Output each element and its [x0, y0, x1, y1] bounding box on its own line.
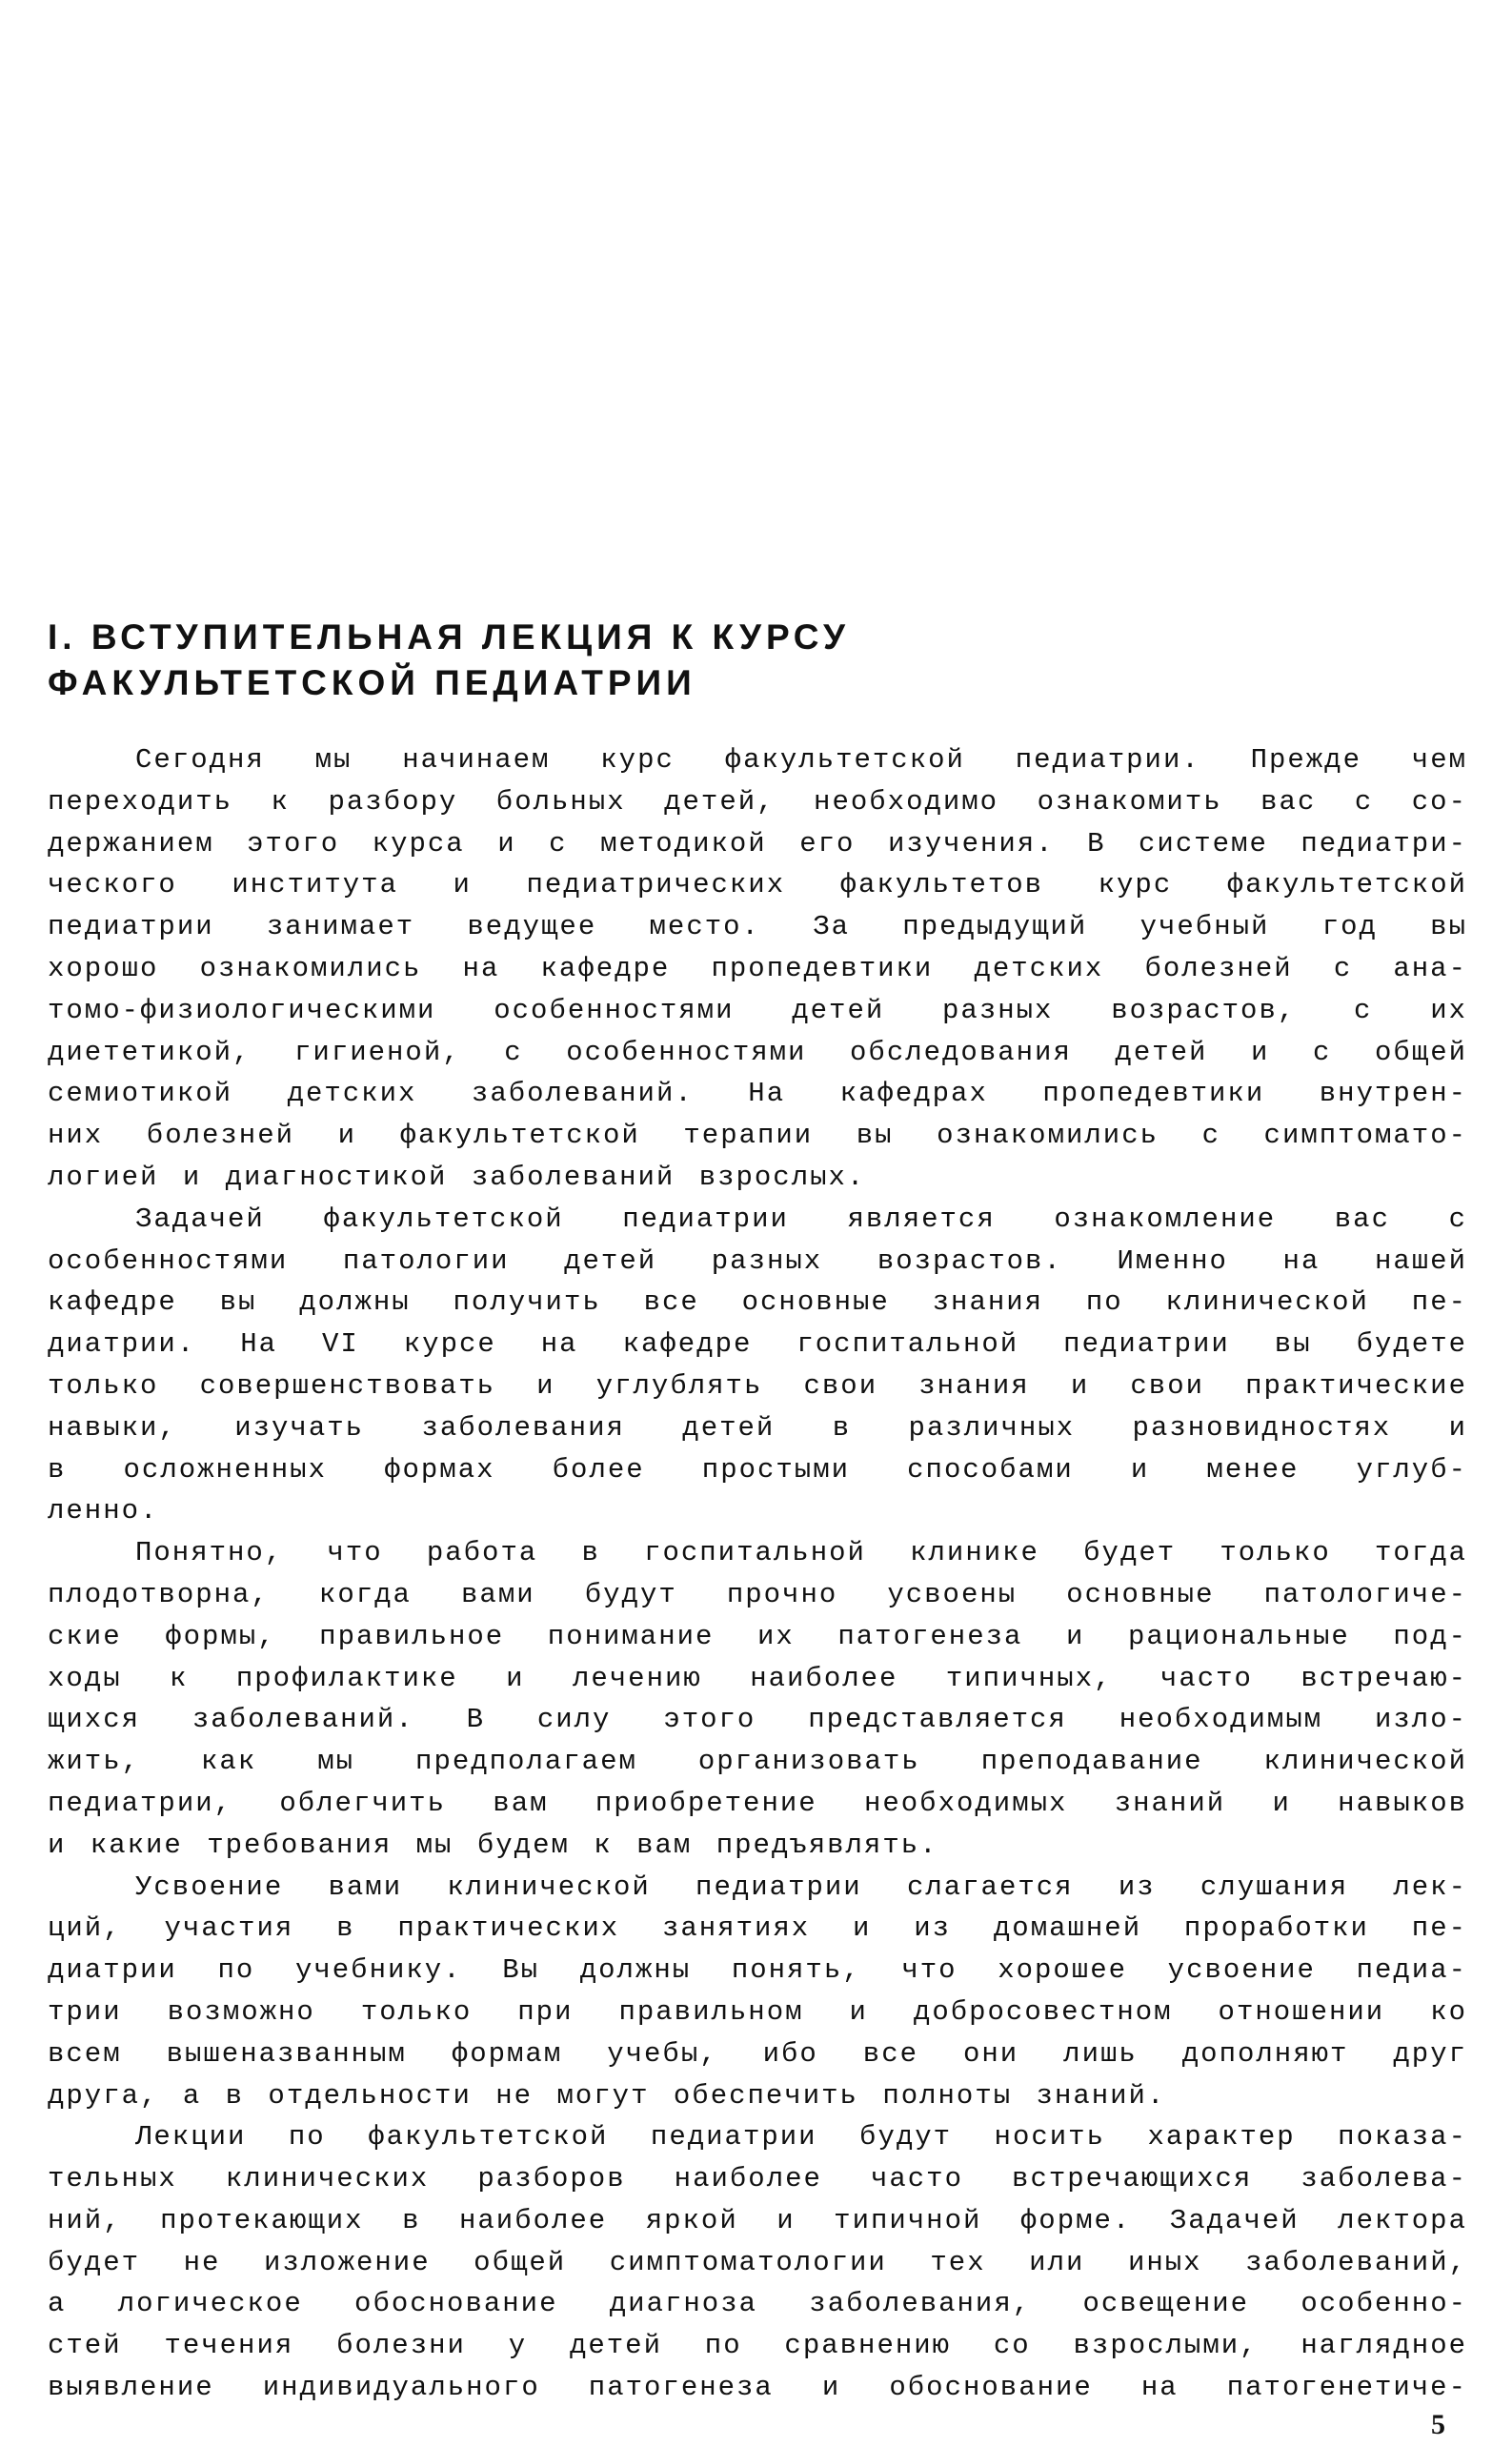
- text-line: педиатрии занимает ведущее место. За предыдущий учебный год вы: [48, 911, 1467, 943]
- text-line: Лекции по факультетской педиатрии будут носить характер показа-: [135, 2121, 1467, 2154]
- text-line: а логическое обоснование диагноза заболевания, освещение особенно-: [48, 2288, 1467, 2320]
- text-line: всем вышеназванным формам учебы, ибо все они лишь дополняют друг: [48, 2037, 1467, 2070]
- paragraph: [48, 1867, 1467, 2117]
- text-line: семиотикой детских заболеваний. На кафедрах пропедевтики внутрен-: [48, 1078, 1467, 1110]
- text-line: диатрии. На VI курсе на кафедре госпитальной педиатрии вы будете: [48, 1328, 1467, 1361]
- text-line: них болезней и факультетской терапии вы ознакомились с симптомато-: [48, 1120, 1467, 1152]
- chapter-heading-line: I. ВСТУПИТЕЛЬНАЯ ЛЕКЦИЯ К КУРСУ: [48, 617, 851, 657]
- text-line: логией и диагностикой заболеваний взрослых.: [48, 1161, 866, 1193]
- text-line: трии возможно только при правильном и добросовестном отношении ко: [48, 1995, 1467, 2028]
- text-line: ходы к профилактике и лечению наиболее типичных, часто встречаю-: [48, 1662, 1467, 1694]
- text-line: томо-физиологическими особенностями детей разных возрастов, с их: [48, 994, 1467, 1026]
- paragraph: [48, 1532, 1467, 1866]
- text-line: Сегодня мы начинаем курс факультетской педиатрии. Прежде чем: [135, 744, 1467, 776]
- text-line: ций, участия в практических занятиях и из домашней проработки пе-: [48, 1912, 1467, 1945]
- chapter-heading: [48, 615, 1381, 706]
- text-line: стей течения болезни у детей по сравнению со взрослыми, наглядное: [48, 2330, 1467, 2362]
- text-line: хорошо ознакомились на кафедре пропедевтики детских болезней с ана-: [48, 952, 1467, 984]
- text-line: диатрии по учебнику. Вы должны понять, что хорошее усвоение педиа-: [48, 1954, 1467, 1987]
- text-line: и какие требования мы будем к вам предъявлять.: [48, 1829, 938, 1861]
- paragraph: [48, 1199, 1467, 1532]
- text-line: ческого института и педиатрических факультетов курс факультетской: [48, 869, 1467, 901]
- text-line: в осложненных формах более простыми способами и менее углуб-: [48, 1453, 1467, 1486]
- text-line: переходить к разбору больных детей, необходимо ознакомить вас с со-: [48, 785, 1467, 818]
- text-line: тельных клинических разборов наиболее часто встречающихся заболева-: [48, 2163, 1467, 2195]
- paragraph: [48, 2116, 1467, 2409]
- text-line: ний, протекающих в наиболее яркой и типичной форме. Задачей лектора: [48, 2204, 1467, 2236]
- text-line: будет не изложение общей симптоматологии тех или иных заболеваний,: [48, 2246, 1467, 2278]
- text-line: Понятно, что работа в госпитальной клинике будет только тогда: [135, 1537, 1467, 1569]
- paragraph: [48, 739, 1467, 1199]
- text-line: щихся заболеваний. В силу этого представляется необходимым изло-: [48, 1704, 1467, 1736]
- text-line: плодотворна, когда вами будут прочно усвоены основные патологиче-: [48, 1578, 1467, 1610]
- text-line: только совершенствовать и углублять свои знания и свои практические: [48, 1369, 1467, 1402]
- text-line: навыки, изучать заболевания детей в различных разновидностях и: [48, 1411, 1467, 1444]
- text-line: держанием этого курса и с методикой его изучения. В системе педиатри-: [48, 827, 1467, 859]
- text-line: ские формы, правильное понимание их патогенеза и рациональные под-: [48, 1620, 1467, 1652]
- text-line: выявление индивидуального патогенеза и обоснование на патогенетиче-: [48, 2372, 1467, 2404]
- text-line: друга, а в отдельности не могут обеспечить полноты знаний.: [48, 2079, 1166, 2112]
- text-line: особенностями патологии детей разных возрастов. Именно на нашей: [48, 1244, 1467, 1277]
- text-line: кафедре вы должны получить все основные знания по клинической пе-: [48, 1286, 1467, 1319]
- page-number: 5: [1431, 2409, 1445, 2440]
- text-line: ленно.: [48, 1495, 159, 1527]
- text-line: Усвоение вами клинической педиатрии слагается из слушания лек-: [135, 1871, 1467, 1903]
- text-line: педиатрии, облегчить вам приобретение необходимых знаний и навыков: [48, 1787, 1467, 1819]
- chapter-heading-line: ФАКУЛЬТЕТСКОЙ ПЕДИАТРИИ: [48, 663, 696, 702]
- lecture-body: [48, 739, 1467, 2409]
- text-line: жить, как мы предполагаем организовать преподавание клинической: [48, 1746, 1467, 1778]
- text-line: Задачей факультетской педиатрии является ознакомление вас с: [135, 1203, 1467, 1235]
- text-line: диететикой, гигиеной, с особенностями обследования детей и с общей: [48, 1036, 1467, 1068]
